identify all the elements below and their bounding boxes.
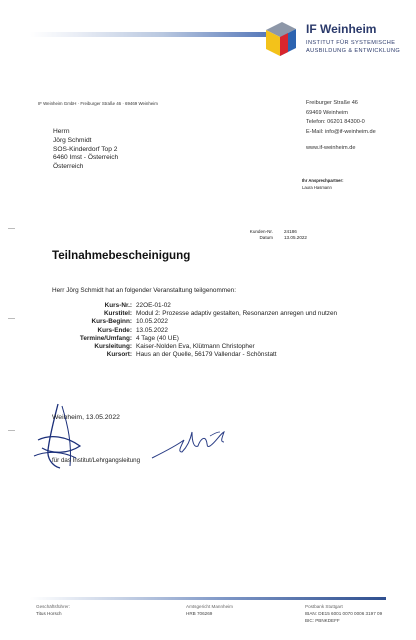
- detail-value: Modul 2: Prozesse adaptiv gestalten, Resonanzen anregen und nutzen: [136, 310, 338, 318]
- brand-tagline: [306, 39, 400, 55]
- course-details: [40, 302, 337, 359]
- date-label: Datum: [259, 235, 273, 241]
- detail-label: Kurs-Beginn:: [91, 318, 132, 326]
- signature-caption: für das Institut/Lehrgangsleitung: [52, 457, 141, 464]
- detail-value: Haus an der Quelle, 56179 Vallendar - Schönstatt: [136, 351, 277, 359]
- detail-label: Kurs-Ende:: [97, 326, 132, 334]
- recipient-salutation: Herrn: [53, 128, 70, 135]
- brand-tagline-line2: AUSBILDUNG & ENTWICKLUNG: [306, 48, 401, 54]
- brand-tagline-line1: INSTITUT FÜR SYSTEMISCHE: [306, 40, 396, 46]
- contact-email[interactable]: E-Mail: info@if-weinheim.de: [306, 128, 376, 135]
- recipient-address: [53, 128, 118, 172]
- detail-label: Kursleitung:: [94, 343, 132, 351]
- footer-bank-label: Postbank Stuttgart: [305, 604, 343, 609]
- footer-management-label: Geschäftsführer:: [36, 604, 70, 609]
- meta-row-date: [238, 235, 307, 241]
- recipient-country: Österreich: [53, 163, 84, 171]
- customer-number-value: 24186: [284, 229, 297, 234]
- meta-block: [238, 229, 307, 242]
- logo-mark-icon: [262, 20, 300, 58]
- footer-col-management: [36, 603, 70, 617]
- detail-label: Kurstitel:: [103, 310, 132, 318]
- footer-register-label: Amtsgericht Mannheim: [186, 604, 233, 609]
- footer-col-register: [186, 603, 233, 617]
- intro-text: Herr Jörg Schmidt hat an folgender Veranstaltung teilgenommen:: [52, 287, 237, 294]
- customer-number-label: Kunden-Nr.: [249, 229, 273, 234]
- fold-mark: [8, 430, 15, 431]
- contact-person-name: Laura Hasmann: [302, 185, 332, 190]
- signature-icon: [150, 422, 255, 462]
- contact-block: [306, 99, 376, 154]
- detail-row: [40, 327, 337, 335]
- detail-value: Kaiser-Nolden Eva, Klütmann Christopher: [136, 343, 255, 351]
- detail-row: [40, 310, 337, 318]
- fold-mark: [8, 228, 15, 229]
- detail-value: 13.05.2022: [136, 326, 168, 334]
- footer-stripe: [30, 597, 386, 600]
- detail-row: [40, 302, 337, 310]
- sender-line: IF Weinheim GmbH · Freiburger Straße 46 · 69469 Weinheim: [38, 101, 158, 106]
- footer-bank-iban: IBAN: DE15 6001 0070 0006 3197 09: [305, 611, 383, 616]
- contact-web[interactable]: www.if-weinheim.de: [306, 145, 356, 152]
- detail-label: Kursort:: [106, 351, 132, 359]
- detail-row: [40, 343, 337, 351]
- detail-value: 10.05.2022: [136, 318, 168, 326]
- detail-row: [40, 351, 337, 359]
- recipient-street: SOS-Kinderdorf Top 2: [53, 145, 118, 153]
- detail-label: Kurs-Nr.:: [104, 302, 132, 309]
- header-stripe: [30, 32, 270, 37]
- contact-phone: Telefon: 06201 84300-0: [306, 119, 365, 126]
- detail-row: [40, 335, 337, 343]
- footer-management-value: Titus Horsch: [36, 611, 62, 616]
- detail-value: 22OE-01-02: [136, 302, 171, 309]
- footer-col-bank: [305, 603, 382, 624]
- contact-street: Freiburger Straße 46: [306, 100, 358, 106]
- date-value: 13.05.2022: [284, 235, 307, 241]
- punch-mark: [8, 318, 15, 319]
- detail-value: 4 Tage (40 UE): [136, 334, 179, 342]
- detail-row: [40, 318, 337, 326]
- contact-city: 69469 Weinheim: [306, 109, 348, 116]
- recipient-name: Jörg Schmidt: [53, 136, 92, 144]
- contact-person-label: Ihr Ansprechpartner:: [302, 178, 344, 183]
- footer-register-value: HRB 706269: [186, 611, 213, 616]
- brand-name: IF Weinheim: [306, 22, 377, 36]
- footer-bank-bic: BIC: PBNKDEFF: [305, 618, 340, 623]
- place-date: Weinheim, 13.05.2022: [52, 414, 120, 421]
- recipient-city: 6460 Imst - Österreich: [53, 154, 119, 162]
- detail-label: Termine/Umfang:: [79, 334, 132, 342]
- document-title: Teilnahmebescheinigung: [52, 249, 191, 262]
